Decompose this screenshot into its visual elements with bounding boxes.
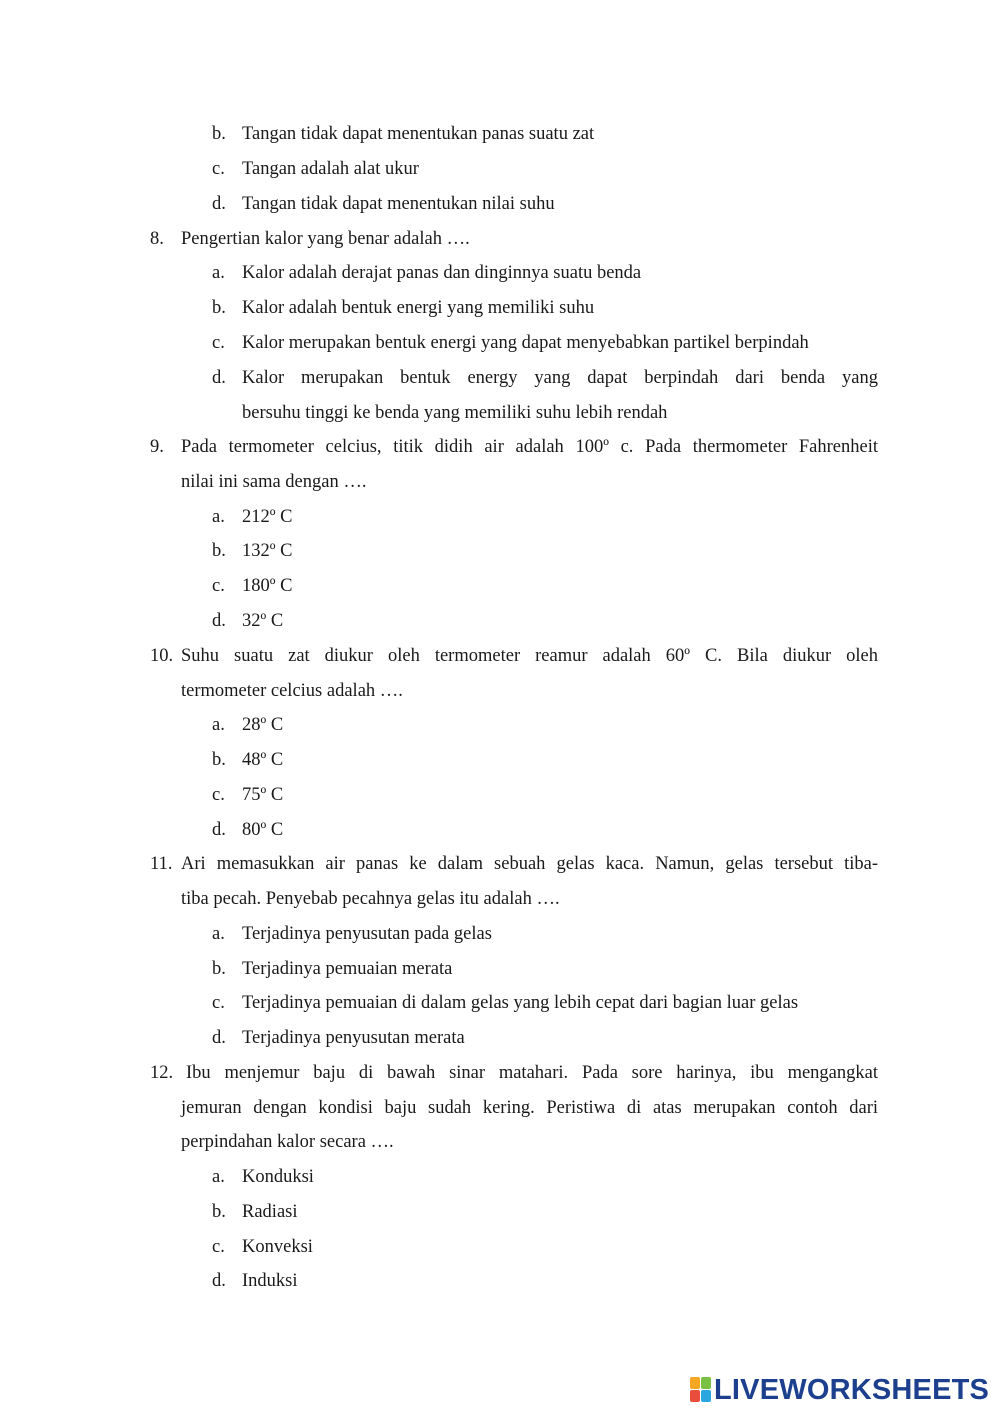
- option-letter: a.: [212, 715, 225, 735]
- option-letter: b.: [212, 750, 226, 770]
- option-text[interactable]: Terjadinya pemuaian merata: [242, 959, 453, 979]
- option-text[interactable]: Terjadinya pemuaian di dalam gelas yang lebih cepat dari bagian luar gelas: [242, 993, 799, 1013]
- option-text[interactable]: Kalor merupakan bentuk energi yang dapat menyebabkan partikel berpindah: [242, 333, 809, 353]
- option-letter: c.: [212, 993, 225, 1013]
- liveworksheets-logo-text: LIVEWORKSHEETS: [714, 1373, 990, 1406]
- question-number: 12.: [150, 1063, 174, 1083]
- option-text[interactable]: Radiasi: [242, 1202, 298, 1222]
- option-text[interactable]: Konveksi: [242, 1237, 313, 1257]
- option-text-continued[interactable]: bersuhu tinggi ke benda yang memiliki suhu lebih rendah: [242, 403, 668, 423]
- option-text[interactable]: Induksi: [242, 1271, 298, 1291]
- option-letter: b.: [212, 1202, 226, 1222]
- option-text[interactable]: Tangan tidak dapat menentukan nilai suhu: [242, 194, 555, 214]
- option-text[interactable]: Kalor merupakan bentuk energy yang dapat berpindah dari benda yang: [242, 368, 878, 388]
- option-letter: c.: [212, 1237, 225, 1257]
- option-text[interactable]: 80º C: [242, 820, 284, 840]
- question-number: 9.: [150, 437, 164, 457]
- option-letter: b.: [212, 541, 226, 561]
- question-text: Pengertian kalor yang benar adalah ….: [181, 229, 470, 249]
- option-letter: d.: [212, 1271, 226, 1291]
- option-text[interactable]: Tangan adalah alat ukur: [242, 159, 419, 179]
- option-letter: d.: [212, 611, 226, 631]
- option-text[interactable]: 75º C: [242, 785, 284, 805]
- option-letter: c.: [212, 333, 225, 353]
- question-number: 10.: [150, 646, 174, 666]
- option-letter: b.: [212, 959, 226, 979]
- option-text[interactable]: 212º C: [242, 507, 293, 527]
- option-letter: c.: [212, 785, 225, 805]
- question-number: 8.: [150, 229, 164, 249]
- option-letter: d.: [212, 820, 226, 840]
- option-letter: d.: [212, 368, 226, 388]
- question-text-continued: nilai ini sama dengan ….: [181, 472, 367, 492]
- option-text[interactable]: Kalor adalah derajat panas dan dinginnya suatu benda: [242, 263, 642, 283]
- option-letter: d.: [212, 194, 226, 214]
- option-letter: c.: [212, 159, 225, 179]
- question-text: Suhu suatu zat diukur oleh termometer reamur adalah 60º C. Bila diukur oleh: [181, 646, 878, 666]
- option-letter: d.: [212, 1028, 226, 1048]
- liveworksheets-logo-icon: [690, 1377, 712, 1403]
- option-text[interactable]: 28º C: [242, 715, 284, 735]
- question-text: Pada termometer celcius, titik didih air adalah 100º c. Pada thermometer Fahrenheit: [181, 437, 878, 457]
- option-text[interactable]: 48º C: [242, 750, 284, 770]
- question-text-continued: termometer celcius adalah ….: [181, 681, 403, 701]
- question-text-continued: jemuran dengan kondisi baju sudah kering. Peristiwa di atas merupakan contoh dari: [181, 1098, 878, 1118]
- option-letter: a.: [212, 507, 225, 527]
- option-text[interactable]: Terjadinya penyusutan pada gelas: [242, 924, 492, 944]
- liveworksheets-logo[interactable]: [690, 1372, 989, 1408]
- option-text[interactable]: 32º C: [242, 611, 284, 631]
- option-text[interactable]: 132º C: [242, 541, 293, 561]
- option-text[interactable]: Kalor adalah bentuk energi yang memiliki suhu: [242, 298, 595, 318]
- option-letter: a.: [212, 1167, 225, 1187]
- option-letter: b.: [212, 124, 226, 144]
- question-text-continued: tiba pecah. Penyebab pecahnya gelas itu adalah ….: [181, 889, 560, 909]
- question-number: 11.: [150, 854, 173, 874]
- option-letter: a.: [212, 924, 225, 944]
- option-letter: c.: [212, 576, 225, 596]
- option-letter: b.: [212, 298, 226, 318]
- question-text: Ibu menjemur baju di bawah sinar matahari. Pada sore harinya, ibu mengangkat: [186, 1063, 878, 1083]
- option-text[interactable]: Tangan tidak dapat menentukan panas suatu zat: [242, 124, 595, 144]
- option-text[interactable]: Terjadinya penyusutan merata: [242, 1028, 465, 1048]
- option-text[interactable]: Konduksi: [242, 1167, 314, 1187]
- question-text-continued: perpindahan kalor secara ….: [181, 1132, 394, 1152]
- question-text: Ari memasukkan air panas ke dalam sebuah gelas kaca. Namun, gelas tersebut tiba-: [181, 854, 878, 874]
- option-letter: a.: [212, 263, 225, 283]
- option-text[interactable]: 180º C: [242, 576, 293, 596]
